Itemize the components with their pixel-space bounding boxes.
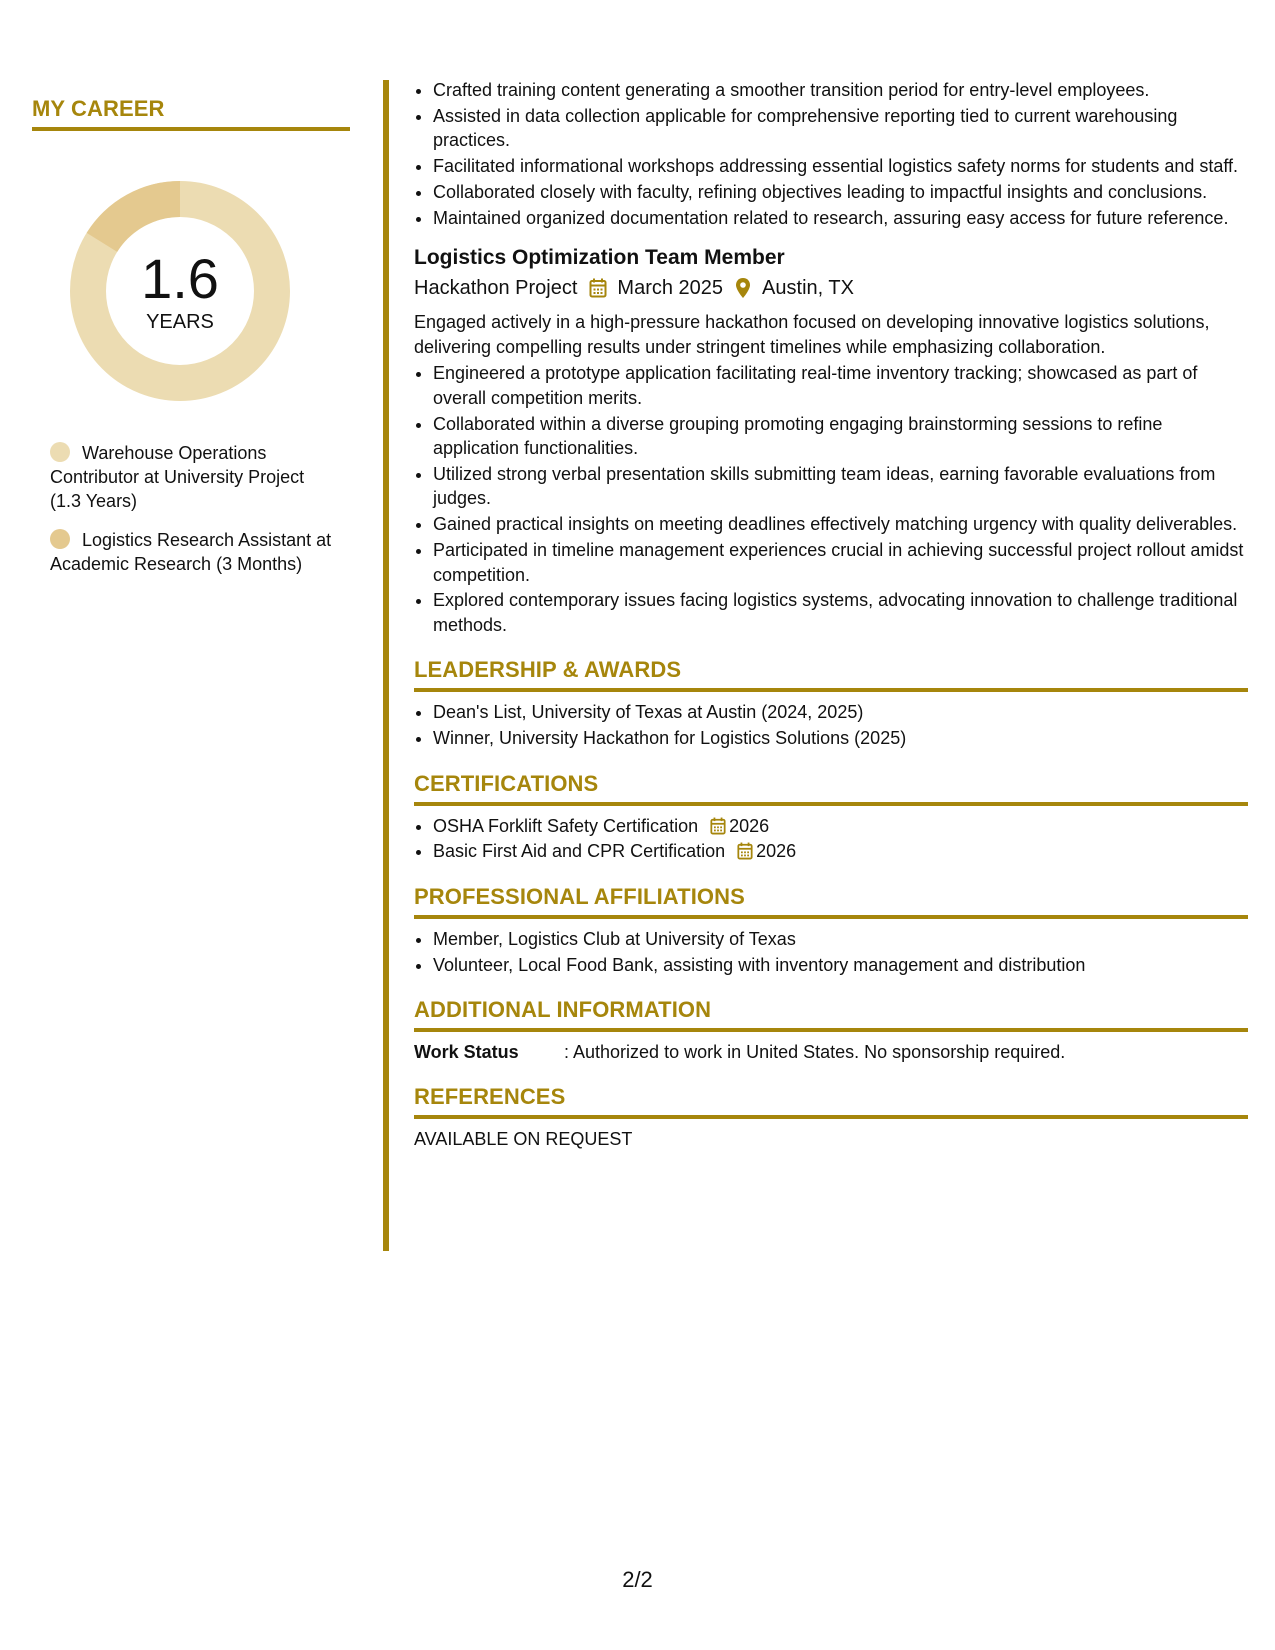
list-item: • Explored contemporary issues facing logistics systems, advocating innovation to challenge traditional methods. [433,588,1248,637]
references-title: REFERENCES [414,1084,1248,1119]
awards-section [414,657,1248,750]
list-item: • Facilitated informational workshops addressing essential logistics safety norms for students and staff. [433,154,1248,178]
list-item: • Volunteer, Local Food Bank, assisting with inventory management and distribution [433,953,1248,977]
work-status-key: Work Status [414,1042,519,1063]
calendar-icon [589,278,607,298]
list-item [433,814,1248,838]
main-content [414,78,1248,1151]
donut-center [66,177,294,405]
list-item: • Winner, University Hackathon for Logistics Solutions (2025) [433,726,1248,750]
cert-date-wrap [710,816,769,836]
references-section [414,1084,1248,1151]
cert-date-wrap [737,841,796,861]
legend-dot-research [50,529,70,549]
list-item: • Utilized strong verbal presentation skills submitting team ideas, earning favorable evaluations from judges. [433,462,1248,511]
calendar-icon [710,817,726,835]
legend-dot-warehouse [50,442,70,462]
list-item: • Dean's List, University of Texas at Austin (2024, 2025) [433,700,1248,724]
previous-job-bullets [414,78,1248,230]
legend-label-warehouse: Warehouse Operations Contributor at University Project (1.3 Years) [50,443,305,511]
awards-title: LEADERSHIP & AWARDS [414,657,1248,692]
cert-name: OSHA Forklift Safety Certification [433,815,699,836]
job-entry [414,246,1248,637]
calendar-icon [737,842,753,860]
awards-list [414,700,1248,750]
list-item: • Participated in timeline management experiences crucial in achieving successful project rollout amidst competition. [433,538,1248,587]
list-item: • Engineered a prototype application facilitating real-time inventory tracking; showcased as part of overall competition merits. [433,361,1248,410]
work-status-row [414,1040,1248,1064]
cert-name: Basic First Aid and CPR Certification [433,841,726,862]
job-title: Logistics Optimization Team Member [414,246,785,270]
list-item: • Maintained organized documentation related to research, assuring easy access for future reference. [433,206,1248,230]
legend-item-research [50,528,335,576]
job-description: Engaged actively in a high-pressure hackathon focused on developing innovative logistics solutions, delivering compelling results under stringent timelines while emphasizing collaboration. [414,312,1210,357]
additional-section [414,997,1248,1064]
affiliations-title: PROFESSIONAL AFFILIATIONS [414,884,1248,919]
legend-item-warehouse [50,441,335,513]
legend-label-research: Logistics Research Assistant at Academic Research (3 Months) [50,530,332,574]
job-date: March 2025 [617,277,724,300]
column-divider [383,80,389,1251]
additional-title: ADDITIONAL INFORMATION [414,997,1248,1032]
list-item: • Member, Logistics Club at University of Texas [433,927,1248,951]
list-item: • Gained practical insights on meeting deadlines effectively matching urgency with quality deliverables. [433,512,1248,536]
certifications-list [414,814,1248,864]
affiliations-list [414,927,1248,977]
cert-date: 2026 [729,815,770,836]
cert-date: 2026 [756,841,797,862]
career-total-unit: YEARS [146,310,214,333]
career-title: MY CAREER [32,96,350,131]
job-bullets [414,361,1248,637]
references-text: AVAILABLE ON REQUEST [414,1129,633,1150]
job-org: Hackathon Project [414,277,578,300]
affiliations-section [414,884,1248,977]
list-item: • Collaborated closely with faculty, refining objectives leading to impactful insights and conclusions. [433,180,1248,204]
list-item: • Crafted training content generating a smoother transition period for entry-level employees. [433,78,1248,102]
career-sidebar [32,96,350,591]
list-item: • Assisted in data collection applicable for comprehensive reporting tied to current warehousing practices. [433,104,1248,153]
career-legend [50,441,335,576]
job-meta [414,274,1248,302]
career-total-years: 1.6 [141,246,219,310]
career-donut [66,177,294,405]
certifications-section [414,771,1248,864]
page-number: 2/2 [622,1567,653,1592]
list-item: • Collaborated within a diverse grouping promoting engaging brainstorming sessions to refine application functionalities. [433,412,1248,461]
job-location: Austin, TX [762,277,854,300]
list-item [433,839,1248,863]
work-status-value: : Authorized to work in United States. No sponsorship required. [564,1042,1066,1063]
map-pin-icon [735,277,751,299]
certifications-title: CERTIFICATIONS [414,771,1248,806]
